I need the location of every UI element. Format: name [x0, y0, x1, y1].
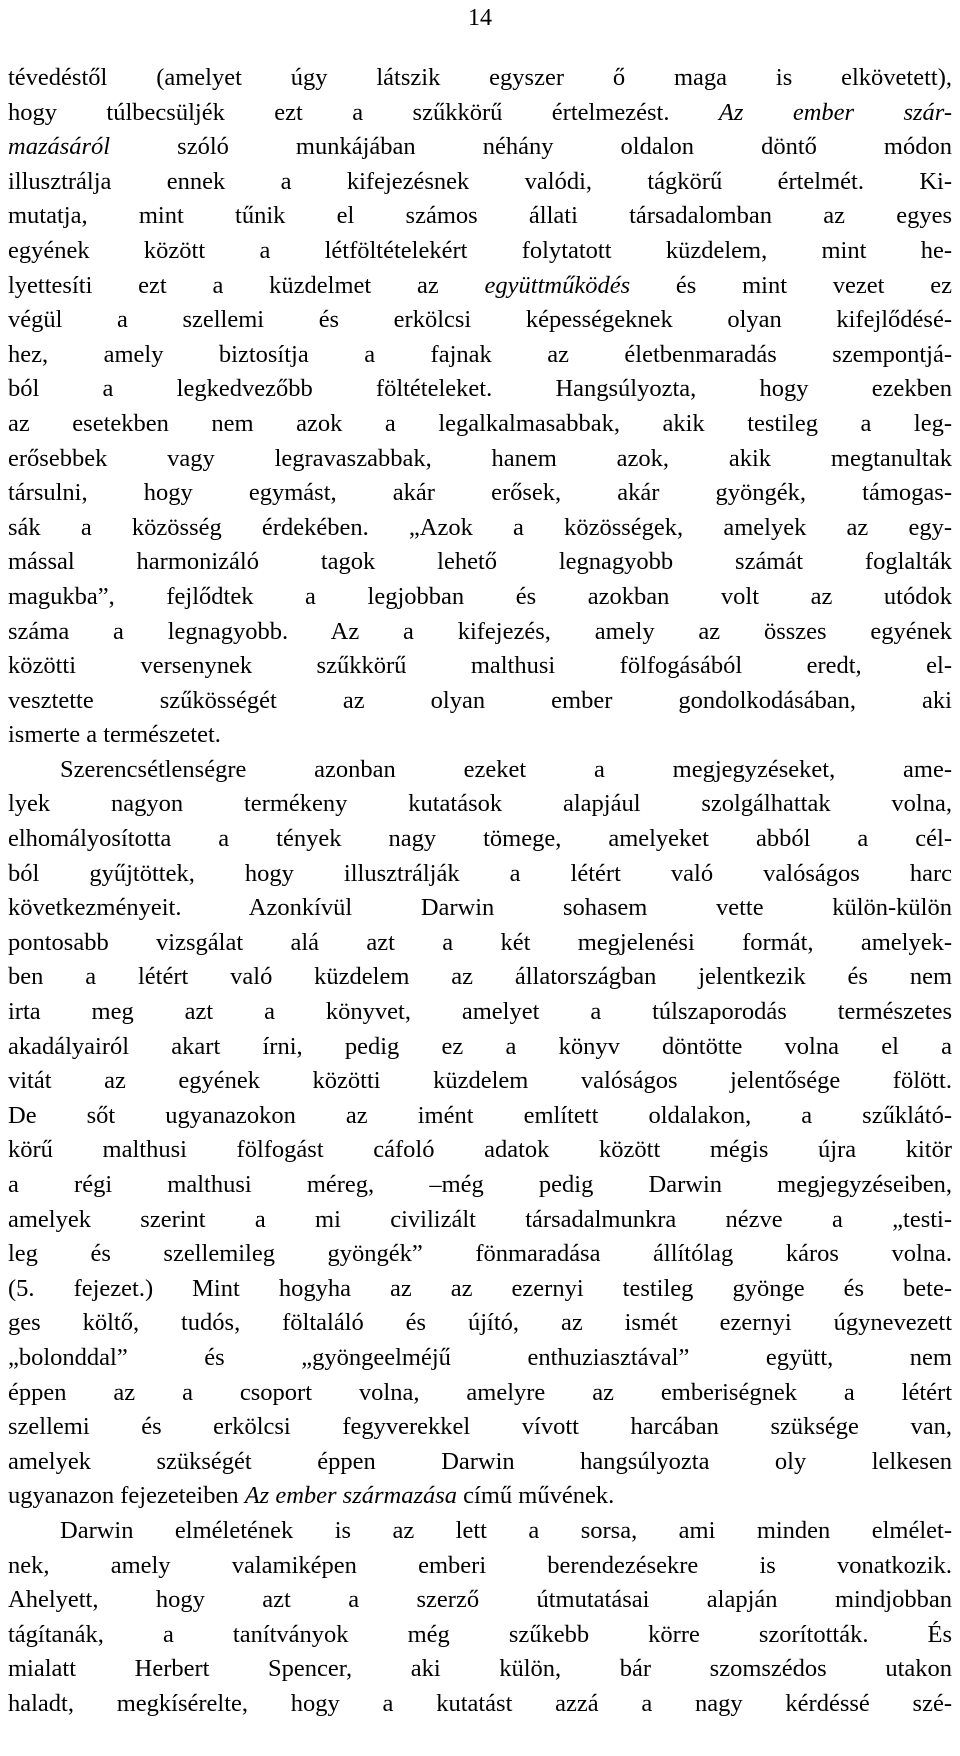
text-line — [8, 407, 952, 442]
text-segment: következményeit. Azonkívül Darwin sohasem vette külön-külön — [8, 894, 952, 922]
text-segment: tévedéstől (amelyet úgy látszik egyszer ő maga is elkövetett), — [8, 64, 952, 91]
text-segment: közötti versenynek szűkkörű malthusi fölfogásából eredt, el- — [8, 652, 952, 680]
text-line — [8, 1168, 952, 1203]
text-segment: vesztette szűkösségét az olyan ember gondolkodásában, aki — [8, 686, 952, 714]
text-segment: ges költő, tudós, föltaláló és újító, az ismét ezernyi úgynevezett — [8, 1309, 952, 1337]
text-line — [8, 822, 952, 857]
text-line — [8, 545, 952, 580]
text-segment: tágítanák, a tanítványok még szűkebb körre szorították. És — [8, 1620, 952, 1648]
text-line — [8, 1479, 952, 1514]
text-line — [8, 1203, 952, 1238]
text-segment: nek, amely valamiképen emberi berendezésekre is vonatkozik. — [8, 1551, 952, 1579]
text-segment: lyek nagyon termékeny kutatások alapjául szolgálhattak volna, — [8, 790, 952, 818]
text-line — [8, 753, 952, 788]
text-segment: magukba”, fejlődtek a legjobban és azokban volt az utódok — [8, 582, 952, 610]
text-segment: Szerencsétlenségre azonban ezeket a megjegyzéseket, ame- — [60, 755, 952, 783]
text-segment: ismerte a természetet. — [8, 721, 221, 749]
text-segment: illusztrálja ennek a kifejezésnek valódi, tágkörű értelmét. Ki- — [8, 167, 952, 195]
text-segment: az esetekben nem azok a legalkalmasabbak, akik testileg a leg- — [8, 409, 952, 437]
text-line — [8, 1583, 952, 1618]
text-line — [8, 1272, 952, 1307]
text-line — [8, 926, 952, 961]
text-segment: „bolonddal” és „gyöngeelméjű enthuziasztával” együtt, nem — [8, 1343, 952, 1371]
paragraph — [8, 1514, 952, 1722]
text-line — [8, 857, 952, 892]
text-segment: ben a létért való küzdelem az állatországban jelentkezik és nem — [8, 963, 952, 991]
text-segment: De sőt ugyanazokon az imént említett oldalakon, a szűklátó- — [8, 1101, 952, 1129]
text-line — [8, 1514, 952, 1549]
text-segment: végül a szellemi és erkölcsi képességeknek olyan kifejlődésé- — [8, 306, 952, 334]
text-line — [8, 1306, 952, 1341]
text-line — [8, 234, 952, 269]
text-segment: Ahelyett, hogy azt a szerző útmutatásai alapján mindjobban — [8, 1586, 952, 1614]
text-line — [8, 61, 952, 96]
text-segment: ból a legkedvezőbb föltételeket. Hangsúlyozta, hogy ezekben — [8, 375, 952, 403]
text-line — [8, 580, 952, 615]
text-segment: című művének. — [457, 1482, 615, 1510]
text-segment: mással harmonizáló tagok lehető legnagyobb számát foglalták — [8, 548, 952, 576]
text-line — [8, 718, 952, 753]
text-line — [8, 130, 952, 165]
text-segment: erősebbek vagy legravaszabbak, hanem azok, akik megtanultak — [8, 444, 952, 472]
text-segment: és mint vezet ez — [630, 271, 952, 299]
text-line — [8, 1687, 952, 1722]
text-segment: szóló munkájában néhány oldalon döntő módon — [110, 133, 952, 161]
text-line — [8, 891, 952, 926]
text-segment: hogy túlbecsüljék ezt a szűkkörű értelmezést. — [8, 98, 719, 126]
text-line — [8, 1030, 952, 1065]
text-line — [8, 1099, 952, 1134]
text-line — [8, 372, 952, 407]
text-segment: Darwin elméletének is az lett a sorsa, ami minden elmélet- — [60, 1516, 952, 1544]
text-segment: elhomályosította a tények nagy tömege, amelyeket abból a cél- — [8, 825, 952, 853]
text-line — [8, 1133, 952, 1168]
text-line — [8, 1341, 952, 1376]
text-segment: haladt, megkísérelte, hogy a kutatást azzá a nagy kérdéssé szé- — [8, 1689, 952, 1717]
text-line — [8, 1549, 952, 1584]
text-line — [8, 476, 952, 511]
text-segment: egyének között a létföltételekért folytatott küzdelem, mint he- — [8, 236, 952, 264]
text-line — [8, 338, 952, 373]
text-line — [8, 1618, 952, 1653]
italic-text: együttműködés — [484, 271, 631, 299]
text-line — [8, 1064, 952, 1099]
paragraph — [8, 753, 952, 1514]
text-segment: lyettesíti ezt a küzdelmet az — [8, 271, 485, 299]
text-segment: a régi malthusi méreg, –még pedig Darwin megjegyzéseiben, — [8, 1171, 952, 1198]
paragraph — [8, 61, 952, 753]
text-segment: (5. fejezet.) Mint hogyha az az ezernyi testileg gyönge és bete- — [8, 1274, 952, 1302]
text-line — [8, 787, 952, 822]
text-line — [8, 1237, 952, 1272]
text-line — [8, 1652, 952, 1687]
text-line — [8, 1445, 952, 1480]
text-line — [8, 511, 952, 546]
text-segment: száma a legnagyobb. Az a kifejezés, amely az összes egyének — [8, 617, 952, 645]
text-segment: körű malthusi fölfogást cáfoló adatok között mégis újra kitör — [8, 1136, 952, 1164]
text-segment: irta meg azt a könyvet, amelyet a túlszaporodás természetes — [8, 998, 952, 1026]
text-line — [8, 269, 952, 304]
text-segment: sák a közösség érdekében. „Azok a közösségek, amelyek az egy- — [8, 513, 952, 541]
italic-text: mazásáról — [8, 133, 111, 161]
text-line — [8, 1376, 952, 1411]
italic-text: Az ember szár- — [718, 98, 952, 126]
text-segment: leg és szellemileg gyöngék” fönmaradása állítólag káros volna. — [8, 1240, 952, 1268]
italic-text: Az ember származása — [244, 1482, 458, 1510]
text-line — [8, 995, 952, 1030]
text-segment: pontosabb vizsgálat alá azt a két megjelenési formát, amelyek- — [8, 928, 952, 956]
text-segment: akadályairól akart írni, pedig ez a könyv döntötte volna el a — [8, 1032, 952, 1060]
text-line — [8, 960, 952, 995]
body-text — [8, 61, 952, 1722]
text-segment: éppen az a csoport volna, amelyre az emberiségnek a létért — [8, 1378, 952, 1406]
text-segment: amelyek szerint a mi civilizált társadalmunkra nézve a „testi- — [8, 1205, 952, 1233]
text-segment: ugyanazon fejezeteiben — [8, 1482, 245, 1510]
text-segment: mialatt Herbert Spencer, aki külön, bár szomszédos utakon — [8, 1655, 952, 1683]
text-segment: szellemi és erkölcsi fegyverekkel vívott harcában szüksége van, — [8, 1413, 952, 1441]
text-segment: vitát az egyének közötti küzdelem valóságos jelentősége fölött. — [8, 1067, 952, 1095]
text-segment: ból gyűjtöttek, hogy illusztrálják a létért való valóságos harc — [8, 859, 952, 887]
text-segment: amelyek szükségét éppen Darwin hangsúlyozta oly lelkesen — [8, 1447, 952, 1475]
text-segment: hez, amely biztosítja a fajnak az életbenmaradás szempontjá- — [8, 340, 952, 368]
text-line — [8, 303, 952, 338]
text-line — [8, 199, 952, 234]
text-line — [8, 615, 952, 650]
text-line — [8, 96, 952, 131]
text-segment: mutatja, mint tűnik el számos állati társadalomban az egyes — [8, 202, 952, 230]
page-number: 14 — [468, 5, 492, 31]
text-line — [8, 1410, 952, 1445]
text-line — [8, 442, 952, 477]
text-line — [8, 684, 952, 719]
text-line — [8, 165, 952, 200]
text-line — [8, 649, 952, 684]
text-segment: társulni, hogy egymást, akár erősek, akár gyöngék, támogas- — [8, 479, 952, 507]
